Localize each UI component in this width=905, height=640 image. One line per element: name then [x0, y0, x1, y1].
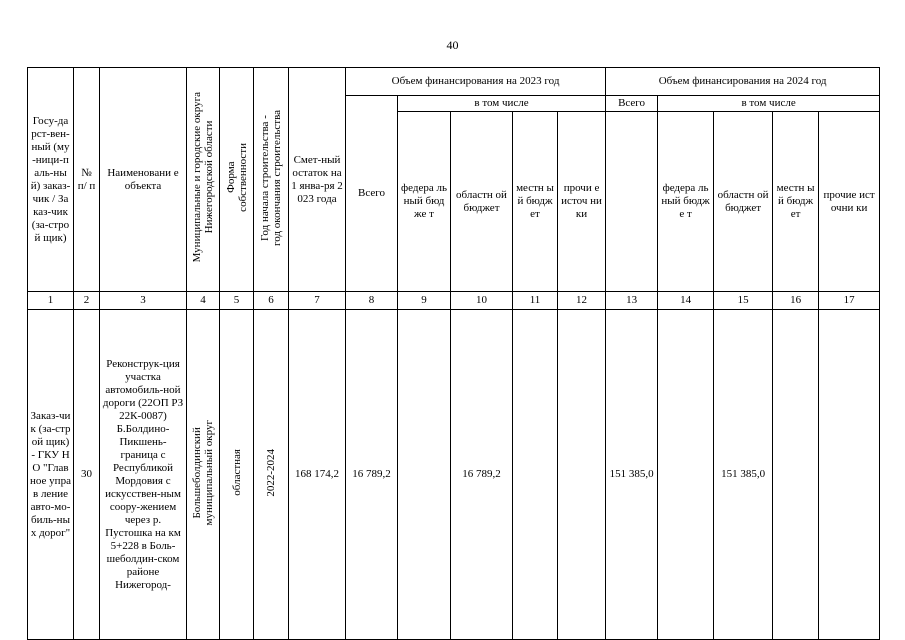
- row-federal-2023: [398, 310, 451, 640]
- row-ownership: [220, 310, 254, 640]
- row-local-2023: [513, 310, 558, 640]
- column-number: 8: [346, 292, 398, 310]
- row-object-name: Реконструк-ция участка автомобиль-ной дороги (22ОП РЗ 22К-0087) Б.Болдино-Пикшень-граница с Республикой Мордовия с искусствен-ным соору-жением через р. Пустошка на км 5+228 в Боль-шеболдин-ском районе Нижегород-: [100, 310, 187, 640]
- header-object-name: Наименовани е объекта: [100, 68, 187, 292]
- header-federal-2023: федера льный бюдже т: [398, 112, 451, 292]
- column-number: 1: [28, 292, 74, 310]
- column-number: 15: [714, 292, 773, 310]
- row-total-2024: 151 385,0: [606, 310, 658, 640]
- header-ownership-line-2: собственности: [236, 143, 249, 212]
- header-regional-2024: областн ой бюджет: [714, 112, 773, 292]
- row-federal-2024: [658, 310, 714, 640]
- row-district: [187, 310, 220, 640]
- column-number: 7: [289, 292, 346, 310]
- row-years: [254, 310, 289, 640]
- header-number: № п/ п: [74, 68, 100, 292]
- row-customer: Заказ-чик (за-строй щик) - ГКУ НО "Глав ное управ ление авто-мо-биль-ных дорог": [28, 310, 74, 640]
- row-other-2023: [558, 310, 606, 640]
- row-estimate-balance: 168 174,2: [289, 310, 346, 640]
- header-local-2023: местн ый бюдж ет: [513, 112, 558, 292]
- page-number: 40: [446, 38, 459, 52]
- financing-table: [27, 67, 880, 640]
- header-district-line-1: Муниципальные и городские округа: [191, 92, 203, 263]
- header-local-2024: местн ый бюдж ет: [773, 112, 819, 292]
- header-district: [187, 68, 220, 292]
- column-number: 11: [513, 292, 558, 310]
- column-number: 3: [100, 292, 187, 310]
- column-number: 9: [398, 292, 451, 310]
- header-regional-2023: областн ой бюджет: [451, 112, 513, 292]
- row-local-2024: [773, 310, 819, 640]
- header-federal-2024: федера льный бюдже т: [658, 112, 714, 292]
- column-number: 13: [606, 292, 658, 310]
- table-row: [28, 310, 880, 640]
- column-number: 17: [819, 292, 880, 310]
- row-district-line-1: Большеболдинский: [191, 426, 203, 519]
- header-total-2024-blank: [606, 112, 658, 292]
- column-number: 12: [558, 292, 606, 310]
- column-number: 6: [254, 292, 289, 310]
- header-other-2023: прочи е источ ники: [558, 112, 606, 292]
- column-number: 14: [658, 292, 714, 310]
- header-ownership: [220, 68, 254, 292]
- header-years-line-2: год окончания строительства: [271, 109, 283, 246]
- row-number: 30: [74, 310, 100, 640]
- column-number-row: [28, 292, 880, 310]
- header-years: [254, 68, 289, 292]
- row-regional-2023: 16 789,2: [451, 310, 513, 640]
- row-years-text: 2022-2024: [265, 448, 277, 497]
- column-number: 10: [451, 292, 513, 310]
- row-ownership-text: областная: [230, 449, 243, 496]
- header-years-line-1: Год начала строительства -: [259, 114, 271, 241]
- row-total-2023: 16 789,2: [346, 310, 398, 640]
- header-estimate-balance: Смет-ный остаток на 1 янва-ря 2023 года: [289, 68, 346, 292]
- header-other-2024: прочие источни ки: [819, 112, 880, 292]
- header-total-2023: Всего: [346, 96, 398, 292]
- header-ownership-line-1: Форма: [224, 161, 237, 194]
- header-total-2024: Всего: [606, 96, 658, 112]
- header-including-2024: в том числе: [658, 96, 880, 112]
- column-number: 5: [220, 292, 254, 310]
- column-number: 16: [773, 292, 819, 310]
- header-district-line-2: Нижегородской области: [203, 121, 215, 234]
- row-district-line-2: муниципальный округ: [203, 419, 215, 526]
- column-number: 4: [187, 292, 220, 310]
- column-number: 2: [74, 292, 100, 310]
- header-customer: Госу-дарст-вен-ный (му-ници-паль-ный) заказ-чик / Заказ-чик (за-строй щик): [28, 68, 74, 292]
- row-other-2024: [819, 310, 880, 640]
- header-funding-2023: Объем финансирования на 2023 год: [346, 68, 606, 96]
- row-regional-2024: 151 385,0: [714, 310, 773, 640]
- header-funding-2024: Объем финансирования на 2024 год: [606, 68, 880, 96]
- header-including-2023: в том числе: [398, 96, 606, 112]
